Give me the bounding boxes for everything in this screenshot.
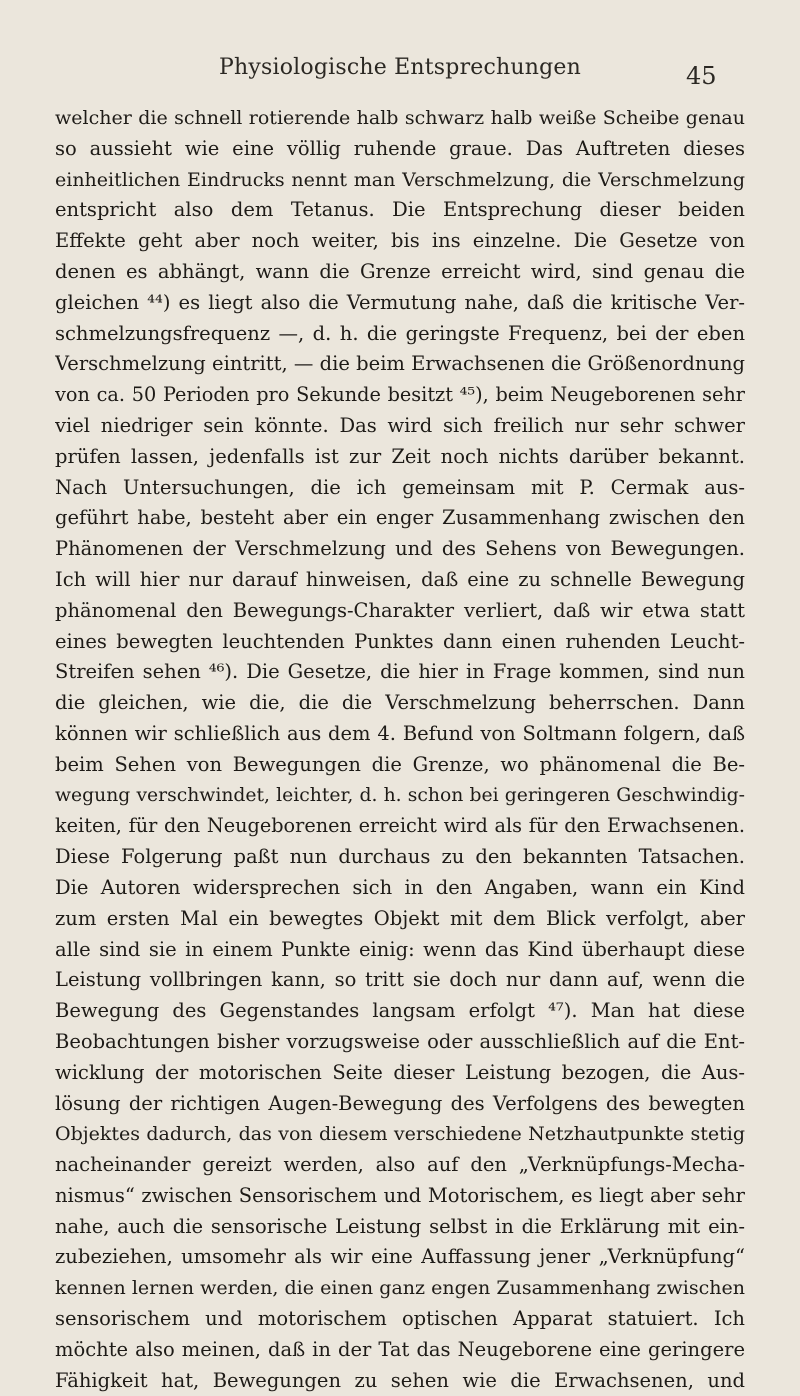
text-line: können wir schließlich aus dem 4. Befund von Soltmann folgern, daß <box>55 721 745 745</box>
body-text <box>55 103 745 1396</box>
text-line: nismus“ zwischen Sensorischem und Motorischem, es liegt aber sehr <box>55 1183 745 1207</box>
text-line: alle sind sie in einem Punkte einig: wenn das Kind überhaupt diese <box>55 937 745 961</box>
text-line: möchte also meinen, daß in der Tat das Neugeborene eine geringere <box>55 1337 745 1361</box>
text-line: schmelzungsfrequenz —, d. h. die geringste Frequenz, bei der eben <box>55 321 745 345</box>
text-line: wegung verschwindet, leichter, d. h. schon bei geringeren Geschwindig- <box>55 784 745 806</box>
text-line: die gleichen, wie die, die die Verschmelzung beherrschen. Dann <box>55 691 745 715</box>
text-line: sensorischem und motorischem optischen Apparat statuiert. Ich <box>55 1307 745 1331</box>
text-line: Fähigkeit hat, Bewegungen zu sehen wie die Erwachsenen, und <box>55 1368 745 1392</box>
text-line: eines bewegten leuchtenden Punktes dann einen ruhenden Leucht- <box>55 629 745 653</box>
text-line: Phänomenen der Verschmelzung und des Sehens von Bewegungen. <box>55 537 745 561</box>
text-line: Streifen sehen ⁴⁶). Die Gesetze, die hier in Frage kommen, sind nun <box>55 660 745 684</box>
text-line: Leistung vollbringen kann, so tritt sie doch nur dann auf, wenn die <box>55 968 745 992</box>
text-line: Beobachtungen bisher vorzugsweise oder ausschließlich auf die Ent- <box>55 1029 745 1053</box>
text-line: keiten, für den Neugeborenen erreicht wird als für den Erwachsenen. <box>55 814 745 838</box>
text-line: Ich will hier nur darauf hinweisen, daß eine zu schnelle Bewegung <box>55 567 745 591</box>
text-line: Effekte geht aber noch weiter, bis ins einzelne. Die Gesetze von <box>55 229 745 253</box>
text-line: Bewegung des Gegenstandes langsam erfolgt ⁴⁷). Man hat diese <box>55 999 745 1023</box>
text-line: kennen lernen werden, die einen ganz engen Zusammenhang zwischen <box>55 1277 745 1300</box>
text-line: nahe, auch die sensorische Leistung selbst in die Erklärung mit ein- <box>55 1214 745 1238</box>
text-line: Nach Untersuchungen, die ich gemeinsam mit P. Cermak aus- <box>55 475 745 499</box>
text-line: Diese Folgerung paßt nun durchaus zu den bekannten Tatsachen. <box>55 845 745 869</box>
text-line: zubeziehen, umsomehr als wir eine Auffassung jener „Verknüpfung“ <box>55 1245 745 1269</box>
text-line: gleichen ⁴⁴) es liegt also die Vermutung nahe, daß die kritische Ver- <box>55 290 745 314</box>
text-line: Die Autoren widersprechen sich in den Angaben, wann ein Kind <box>55 875 745 899</box>
text-line: wicklung der motorischen Seite dieser Leistung bezogen, die Aus- <box>55 1060 745 1084</box>
text-line: Verschmelzung eintritt, — die beim Erwachsenen die Größenordnung <box>55 352 745 376</box>
text-line: denen es abhängt, wann die Grenze erreicht wird, sind genau die <box>55 259 745 283</box>
text-line: lösung der richtigen Augen-Bewegung des Verfolgens des bewegten <box>55 1091 745 1115</box>
text-line: welcher die schnell rotierende halb schwarz halb weiße Scheibe genau <box>55 107 745 129</box>
text-line: so aussieht wie eine völlig ruhende graue. Das Auftreten dieses <box>55 136 745 160</box>
text-line: von ca. 50 Perioden pro Sekunde besitzt ⁴⁵), beim Neugeborenen sehr <box>55 383 745 407</box>
text-line: nacheinander gereizt werden, also auf den „Verknüpfungs-Mecha- <box>55 1153 745 1177</box>
text-line: beim Sehen von Bewegungen die Grenze, wo phänomenal die Be- <box>55 752 745 776</box>
page-number: 45 <box>686 62 717 90</box>
text-line: Objektes dadurch, das von diesem verschiedene Netzhautpunkte stetig <box>55 1123 745 1146</box>
text-line: geführt habe, besteht aber ein enger Zusammenhang zwischen den <box>55 506 745 530</box>
text-line: entspricht also dem Tetanus. Die Entsprechung dieser beiden <box>55 198 745 222</box>
text-line: phänomenal den Bewegungs-Charakter verliert, daß wir etwa statt <box>55 598 745 622</box>
text-line: prüfen lassen, jedenfalls ist zur Zeit noch nichts darüber bekannt. <box>55 444 745 468</box>
text-line: zum ersten Mal ein bewegtes Objekt mit dem Blick verfolgt, aber <box>55 906 745 930</box>
running-head: Physiologische Entsprechungen <box>218 55 582 80</box>
text-line: viel niedriger sein könnte. Das wird sich freilich nur sehr schwer <box>55 413 745 437</box>
text-line: einheitlichen Eindrucks nennt man Verschmelzung, die Verschmelzung <box>55 168 745 191</box>
